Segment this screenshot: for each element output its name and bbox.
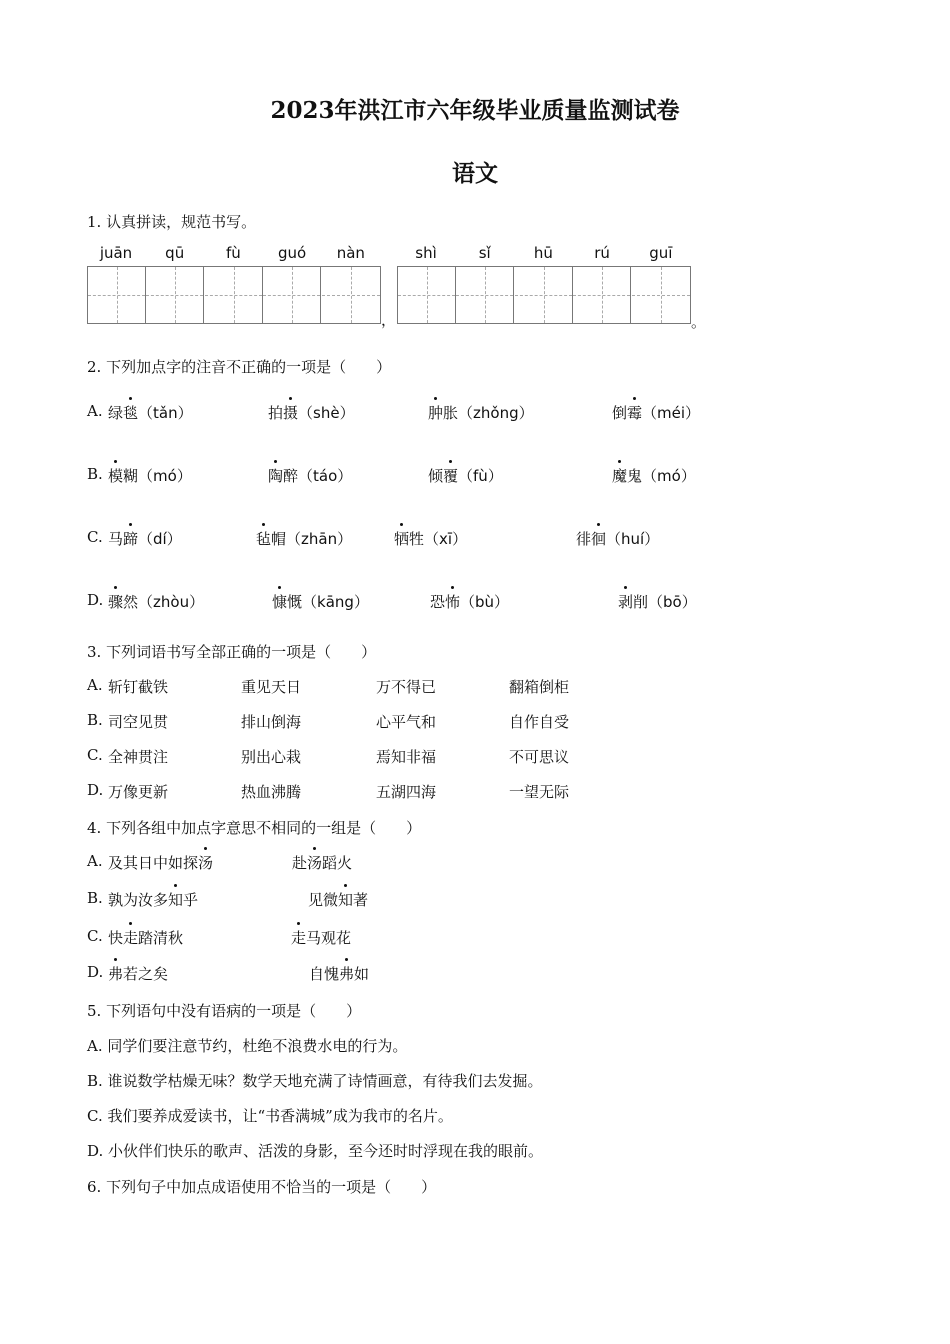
- dotted-char: 模: [108, 467, 124, 485]
- q2-option-label: B.: [87, 465, 103, 483]
- dotted-char: 知: [168, 891, 184, 909]
- q2-option-label: D.: [87, 591, 104, 609]
- pinyin-annotation: （mó）: [642, 467, 696, 485]
- q4-option-label: C.: [87, 927, 103, 945]
- dotted-char: 覆: [443, 467, 459, 485]
- q4-phrase-b: [291, 927, 351, 948]
- q5-stem: 5. 下列语句中没有语病的一项是（ ）: [87, 1002, 362, 1020]
- q3-word: 全神贯注: [108, 748, 169, 766]
- grid-cell: [398, 267, 456, 323]
- q2-word: [268, 467, 298, 485]
- q2-word: [108, 593, 138, 611]
- pinyin-annotation: （kāng）: [302, 593, 369, 611]
- pinyin-label: rú: [594, 244, 610, 262]
- q2-word: [268, 404, 298, 422]
- q3-word: 排山倒海: [241, 713, 302, 731]
- q2-item: [394, 528, 467, 549]
- q2-word: [612, 404, 642, 422]
- q4-phrase-a: [108, 963, 168, 984]
- q2-item: [612, 402, 700, 423]
- pinyin-annotation: （xī）: [424, 530, 468, 548]
- q2-item: [108, 465, 192, 486]
- word-part: 拍: [268, 404, 284, 422]
- grid-cell: [456, 267, 514, 323]
- dotted-char: 汤: [198, 854, 214, 872]
- dotted-char: 毡: [256, 530, 272, 548]
- pinyin-annotation: （fù）: [458, 467, 503, 485]
- word-part: 马观花: [306, 929, 352, 947]
- pinyin-annotation: （bù）: [460, 593, 510, 611]
- q4-option-label: B.: [87, 889, 103, 907]
- dotted-char: 剥: [618, 593, 634, 611]
- q2-item: [428, 465, 503, 486]
- q4-phrase: [309, 965, 369, 983]
- word-part: 及其日中如探: [108, 854, 199, 872]
- pinyin-label: hū: [533, 244, 553, 262]
- pinyin-annotation: （táo）: [298, 467, 353, 485]
- writing-grid-2: [397, 266, 691, 324]
- q3-word: 热血沸腾: [241, 783, 302, 801]
- dotted-char: 徊: [591, 530, 607, 548]
- q4-phrase: [292, 854, 352, 872]
- q3-stem: 3. 下列词语书写全部正确的一项是（ ）: [87, 643, 377, 661]
- dotted-char: 知: [338, 891, 354, 909]
- word-part: 胀: [443, 404, 459, 422]
- word-part: 帽: [271, 530, 287, 548]
- q2-item: [268, 465, 352, 486]
- grid-cell: [322, 267, 380, 323]
- pinyin-annotation: （zhān）: [286, 530, 353, 548]
- q4-phrase-a: [108, 927, 183, 948]
- grid-cell: [205, 267, 263, 323]
- q3-word: 司空见贯: [108, 713, 169, 731]
- q2-item: [428, 402, 534, 423]
- page-title: 2023年洪江市六年级毕业质量监测试卷: [270, 97, 680, 124]
- word-part: 著: [353, 891, 369, 909]
- grid-comma: ，: [381, 311, 397, 329]
- q2-item: [576, 528, 659, 549]
- q2-word: [108, 530, 138, 548]
- dotted-char: 慷: [272, 593, 288, 611]
- word-part: 恐: [430, 593, 446, 611]
- dotted-char: 弗: [339, 965, 355, 983]
- q4-phrase: [291, 929, 351, 947]
- q3-option-label: C.: [87, 746, 103, 764]
- pinyin-annotation: （bō）: [648, 593, 697, 611]
- pinyin-annotation: （zhòu）: [138, 593, 205, 611]
- dotted-char: 骤: [108, 593, 124, 611]
- grid-cell: [146, 267, 204, 323]
- dotted-char: 蹄: [123, 530, 139, 548]
- q2-word: [428, 404, 458, 422]
- q4-option-label: A.: [87, 852, 103, 870]
- q4-phrase: [108, 929, 183, 947]
- word-part: 若之矣: [123, 965, 169, 983]
- q2-word: [108, 467, 138, 485]
- q2-word: [272, 593, 302, 611]
- q2-word: [618, 593, 648, 611]
- q3-word: 不可思议: [509, 748, 570, 766]
- pinyin-annotation: （zhǒng）: [458, 404, 534, 422]
- dotted-char: 怖: [445, 593, 461, 611]
- q3-word: 一望无际: [509, 783, 570, 801]
- pinyin-label: shì: [415, 244, 437, 262]
- dotted-char: 走: [123, 929, 139, 947]
- q2-item: [256, 528, 352, 549]
- q5-option-c: C. 我们要养成爱读书，让“书香满城”成为我市的名片。: [87, 1107, 453, 1125]
- word-part: 然: [123, 593, 139, 611]
- q3-word: 翻箱倒柜: [509, 678, 570, 696]
- q4-phrase-b: [292, 852, 352, 873]
- q3-word: 自作自受: [509, 713, 570, 731]
- q5-option-d: D. 小伙伴们快乐的歌声、活泼的身影，至今还时时浮现在我的眼前。: [87, 1142, 544, 1160]
- q4-phrase-b: [309, 963, 369, 984]
- q4-option-label: D.: [87, 963, 104, 981]
- grid-cell: [263, 267, 321, 323]
- word-part: 踏清秋: [138, 929, 184, 947]
- pinyin-label: fù: [225, 244, 241, 262]
- dotted-char: 牺: [394, 530, 410, 548]
- grid-period: 。: [691, 313, 707, 331]
- dotted-char: 汤: [307, 854, 323, 872]
- q2-item: [618, 591, 697, 612]
- dotted-char: 陶: [268, 467, 284, 485]
- q4-phrase: [108, 891, 198, 909]
- word-part: 自愧: [309, 965, 340, 983]
- q2-item: [272, 591, 369, 612]
- q2-word: [256, 530, 286, 548]
- q2-stem: 2. 下列加点字的注音不正确的一项是（ ）: [87, 358, 392, 376]
- grid-cell: [632, 267, 690, 323]
- dotted-char: 摄: [283, 404, 299, 422]
- q2-item: [268, 402, 355, 423]
- q5-option-a: A. 同学们要注意节约，杜绝不浪费水电的行为。: [87, 1037, 408, 1055]
- q3-word: 万不得已: [376, 678, 437, 696]
- q3-option-label: A.: [87, 676, 103, 694]
- word-part: 慨: [287, 593, 303, 611]
- q3-word: 焉知非福: [376, 748, 437, 766]
- q2-word: [108, 404, 138, 422]
- q4-phrase-a: [108, 889, 198, 910]
- q3-option-label: D.: [87, 781, 104, 799]
- pinyin-annotation: （méi）: [642, 404, 701, 422]
- dotted-char: 魔: [612, 467, 628, 485]
- word-part: 马: [108, 530, 124, 548]
- grid-cell: [573, 267, 631, 323]
- word-part: 削: [633, 593, 649, 611]
- q2-option-label: A.: [87, 402, 103, 420]
- q3-word: 心平气和: [376, 713, 437, 731]
- pinyin-label: guó: [277, 244, 307, 262]
- word-part: 绿: [108, 404, 124, 422]
- q2-item: [108, 528, 182, 549]
- dotted-char: 走: [291, 929, 307, 947]
- q4-phrase-b: [308, 889, 368, 910]
- pinyin-annotation: （tǎn）: [138, 404, 193, 422]
- word-part: 糊: [123, 467, 139, 485]
- word-part: 见微: [308, 891, 339, 909]
- pinyin-label: juān: [99, 244, 133, 262]
- q4-phrase: [308, 891, 368, 909]
- word-part: 醉: [283, 467, 299, 485]
- pinyin-label: qū: [165, 244, 185, 262]
- pinyin-annotation: （huí）: [606, 530, 660, 548]
- q2-word: [612, 467, 642, 485]
- word-part: 倒: [612, 404, 628, 422]
- q2-word: [428, 467, 458, 485]
- q2-word: [394, 530, 424, 548]
- word-part: 蹈火: [322, 854, 353, 872]
- pinyin-label: sǐ: [478, 244, 491, 262]
- q2-option-label: C.: [87, 528, 103, 546]
- word-part: 孰为汝多: [108, 891, 169, 909]
- q3-word: 五湖四海: [376, 783, 437, 801]
- q2-word: [576, 530, 606, 548]
- dotted-char: 肿: [428, 404, 444, 422]
- word-part: 牲: [409, 530, 425, 548]
- pinyin-label: guī: [649, 244, 673, 262]
- subject-title: 语文: [452, 160, 498, 187]
- word-part: 赴: [292, 854, 308, 872]
- q2-item: [108, 591, 204, 612]
- pinyin-annotation: （mó）: [138, 467, 192, 485]
- q4-stem: 4. 下列各组中加点字意思不相同的一组是（ ）: [87, 819, 422, 837]
- dotted-char: 霉: [627, 404, 643, 422]
- q3-word: 万像更新: [108, 783, 169, 801]
- q5-option-b: B. 谁说数学枯燥无味？数学天地充满了诗情画意，有待我们去发掘。: [87, 1072, 543, 1090]
- pinyin-annotation: （dí）: [138, 530, 182, 548]
- q4-phrase: [108, 854, 213, 872]
- q2-item: [108, 402, 193, 423]
- q6-stem: 6. 下列句子中加点成语使用不恰当的一项是（ ）: [87, 1178, 437, 1196]
- word-part: 如: [354, 965, 370, 983]
- dotted-char: 弗: [108, 965, 124, 983]
- q3-word: 重见天日: [241, 678, 302, 696]
- q3-option-label: B.: [87, 711, 103, 729]
- pinyin-label: nàn: [336, 244, 365, 262]
- q3-word: 别出心栽: [241, 748, 302, 766]
- dotted-char: 毯: [123, 404, 139, 422]
- word-part: 乎: [183, 891, 199, 909]
- writing-grid-1: [87, 266, 381, 324]
- q1-stem: 1. 认真拼读，规范书写。: [87, 213, 257, 231]
- word-part: 鬼: [627, 467, 643, 485]
- pinyin-annotation: （shè）: [298, 404, 355, 422]
- q3-word: 斩钉截铁: [108, 678, 169, 696]
- q2-word: [430, 593, 460, 611]
- word-part: 倾: [428, 467, 444, 485]
- word-part: 快: [108, 929, 124, 947]
- q4-phrase-a: [108, 852, 213, 873]
- q2-item: [612, 465, 696, 486]
- word-part: 徘: [576, 530, 592, 548]
- q4-phrase: [108, 965, 168, 983]
- grid-cell: [515, 267, 573, 323]
- q2-item: [430, 591, 509, 612]
- grid-cell: [88, 267, 146, 323]
